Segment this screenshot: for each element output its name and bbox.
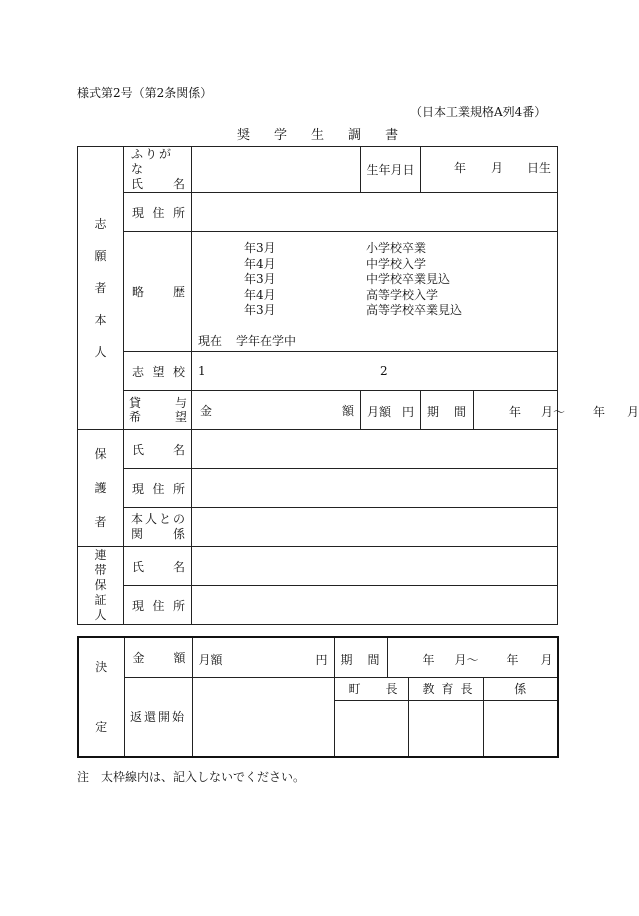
- address-label: 現 住 所: [124, 193, 192, 232]
- history-row: 年4月 高等学校入学: [244, 287, 439, 302]
- history-row: 年3月 中学校卒業見込: [244, 272, 451, 286]
- title-char: 奨: [237, 128, 252, 143]
- guardian-address-field[interactable]: [192, 469, 558, 508]
- school-field[interactable]: [192, 352, 558, 391]
- title-char: 書: [385, 128, 400, 143]
- application-table: [77, 146, 639, 625]
- address-field[interactable]: [192, 193, 558, 232]
- history-field[interactable]: [192, 232, 558, 352]
- history-label: 略 歴: [124, 232, 192, 352]
- loan-amount-label: 金 額: [192, 391, 361, 430]
- current-status: 現在 学年在学中: [198, 333, 297, 348]
- approval-staff-seal: [483, 700, 558, 757]
- decision-section-label: 決 定: [78, 637, 124, 757]
- history-row: 年3月 高等学校卒業見込: [244, 303, 463, 317]
- decision-amount-label: 金 額: [124, 637, 192, 677]
- approval-superintendent-seal: [408, 700, 483, 757]
- guarantor-section-label: 連 帯 保 証 人: [78, 547, 124, 625]
- guardian-address-label: 現 住 所: [124, 469, 192, 508]
- form-number: 様式第2号（第2条関係）: [77, 86, 213, 100]
- guardian-relation-label: 本 人 と の 関 係: [124, 508, 192, 547]
- approval-mayor-label: 町 長: [334, 677, 408, 700]
- approval-superintendent-label: 教 育 長: [408, 677, 483, 700]
- guardian-relation-field[interactable]: [192, 508, 558, 547]
- decision-table: [77, 636, 559, 758]
- name-label: ふりがな 氏 名: [124, 147, 192, 193]
- footer-note: 注 太枠線内は、記入しないでください。: [77, 770, 306, 784]
- title-char: 生: [311, 128, 326, 143]
- loan-amount-field[interactable]: 月額 円: [361, 391, 421, 430]
- applicant-section-label: 志 願 者 本 人: [78, 147, 124, 430]
- school-choice-2: 2: [380, 364, 388, 378]
- repay-start-field: [192, 677, 334, 757]
- guardian-name-field[interactable]: [192, 430, 558, 469]
- loan-period-field[interactable]: 期 間 年 月〜 年 月: [421, 391, 558, 430]
- decision-period-field: 期 間 年 月〜 年 月: [334, 637, 558, 677]
- document-title: [237, 124, 399, 143]
- guardian-name-label: 氏 名: [124, 430, 192, 469]
- school-choice-1: 1: [198, 364, 206, 378]
- school-label: 志 望 校: [124, 352, 192, 391]
- title-char: 学: [274, 128, 289, 143]
- decision-amount-field: 月額 円: [192, 637, 334, 677]
- guarantor-address-label: 現 住 所: [124, 586, 192, 625]
- repay-start-label: 返還開始: [124, 677, 192, 757]
- history-row: 年3月 小学校卒業: [244, 241, 427, 255]
- history-row: 年4月 中学校入学: [244, 256, 427, 271]
- approval-mayor-seal: [334, 700, 408, 757]
- name-field[interactable]: [192, 147, 361, 193]
- loan-section-label: 貸 与 希 望: [124, 391, 192, 430]
- guarantor-name-field[interactable]: [192, 547, 558, 586]
- title-char: 調: [348, 128, 363, 143]
- birthdate-field[interactable]: 年 月 日生: [421, 147, 558, 193]
- paper-standard: （日本工業規格A列4番）: [410, 105, 547, 119]
- birthdate-label: 生年月日: [361, 147, 421, 193]
- approval-staff-label: 係: [483, 677, 558, 700]
- guarantor-name-label: 氏 名: [124, 547, 192, 586]
- guardian-section-label: 保 護 者: [78, 430, 124, 547]
- guarantor-address-field[interactable]: [192, 586, 558, 625]
